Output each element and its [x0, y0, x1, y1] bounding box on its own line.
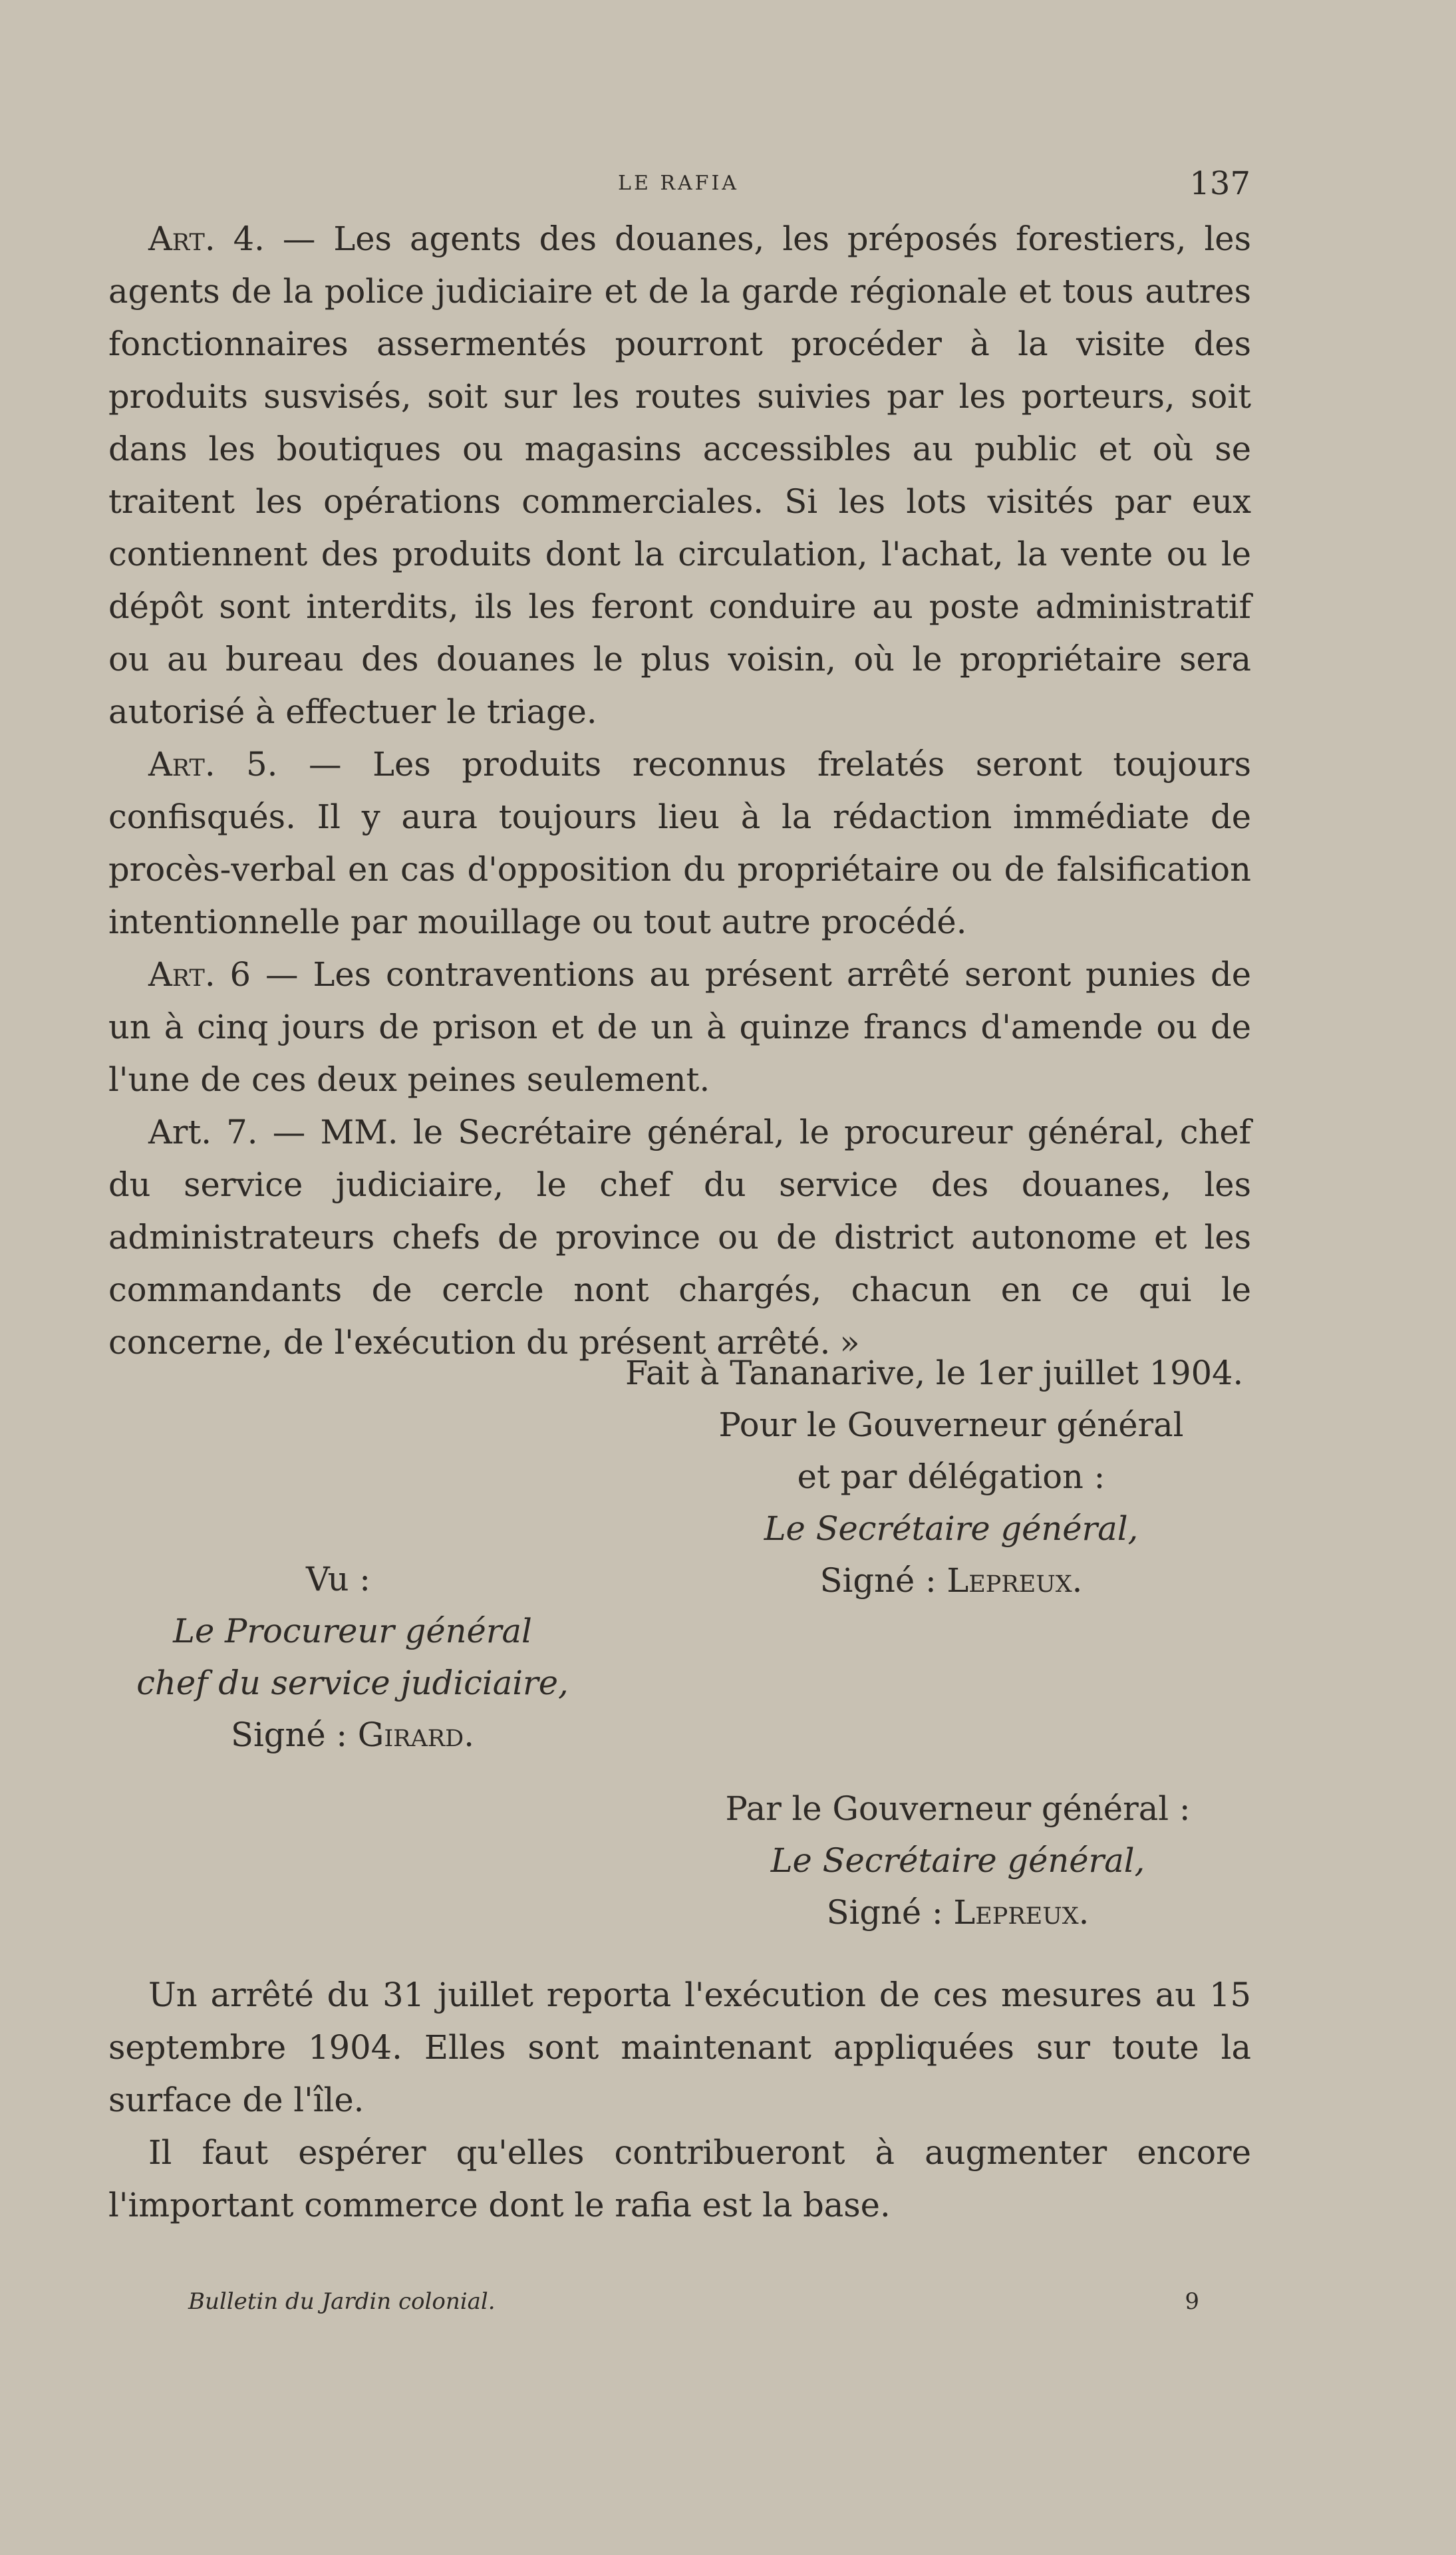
article-7 [108, 1106, 1251, 1369]
delegation-line: et par délégation : [797, 1457, 1105, 1496]
closing-text [108, 1969, 1251, 2232]
body-text [108, 213, 1251, 1369]
article-text: — Les produits reconnus frelatés seront toujours confisqués. Il y aura toujours lieu à la rédaction immédiate de procès-verbal en cas d'opposition du propriétaire ou de falsification intentionnelle par mouillage ou tout autre procédé. [108, 745, 1252, 941]
closing-paragraph: Un arrêté du 31 juillet reporta l'exécution de ces mesures au 15 septembre 1904. Elles sont maintenant appliquées sur toute la surface de l'île. [108, 1976, 1251, 2119]
closing-quote: » [839, 1323, 860, 1362]
signature-block-par [678, 1783, 1237, 1938]
article-text: — Les contraventions au présent arrêté seront punies de un à cinq jours de prison et de un à quinze francs d'amende ou de l'une de ces deux peines seulement. [108, 955, 1251, 1099]
article-6 [108, 949, 1251, 1106]
signature-block-fait [625, 1347, 1277, 1606]
signatory-subtitle: chef du service judiciaire, [136, 1664, 569, 1702]
article-text: — MM. le Secrétaire général, le procureur général, chef du service judiciaire, le chef du service des douanes, les administrateurs chefs de province ou de district autonome et les commandants de cercle nont chargés, chacun en ce qui le concerne, de l'exécution du présent arrêté. [108, 1113, 1251, 1362]
signature-block-vu [106, 1553, 599, 1761]
signatory-line: Pour le Gouverneur général [718, 1406, 1184, 1444]
signatory-name: Lepreux. [953, 1893, 1090, 1932]
running-title: LE RAFIA [618, 172, 739, 195]
article-label: Art. 5. [148, 745, 278, 784]
article-5 [108, 738, 1251, 949]
article-label: Art. 6 [148, 955, 251, 994]
signatory-line: Par le Gouverneur général : [725, 1789, 1191, 1828]
page-footer [188, 2288, 1199, 2328]
signatory-name: Girard. [357, 1716, 474, 1754]
dateline: Fait à Tananarive, le 1er juillet 1904. [625, 1354, 1244, 1392]
signatory-name: Lepreux. [946, 1561, 1083, 1600]
closing-paragraph: Il faut espérer qu'elles contribueront à augmenter encore l'important commerce dont le rafia est la base. [108, 2133, 1251, 2224]
signature-mark: 9 [1185, 2288, 1199, 2315]
signatory-title: Le Secrétaire général, [770, 1841, 1145, 1880]
signed-line [106, 1709, 599, 1761]
page-number: 137 [1189, 165, 1250, 202]
vu-label: Vu : [306, 1560, 370, 1598]
signatory-title: Le Secrétaire général, [764, 1509, 1139, 1548]
article-4 [108, 213, 1251, 738]
page-header [106, 165, 1250, 212]
footer-title: Bulletin du Jardin colonial. [188, 2288, 496, 2315]
signed-line [625, 1555, 1277, 1606]
article-text: — Les agents des douanes, les préposés forestiers, les agents de la police judiciaire et de la garde régionale et tous autres fonctionnaires assermentés pourront procéder à la visite des produits susvisés, soit sur les routes suivies par les porteurs, soit dans les boutiques ou magasins accessibles au public et où se traitent les opérations commerciales. Si les lots visités par eux contiennent des produits dont la circulation, l'achat, la vente ou le dépôt sont interdits, ils les feront conduire au poste administratif ou au bureau des douanes le plus voisin, où le propriétaire sera autorisé à effectuer le triage. [108, 220, 1251, 731]
signed-label: Signé : [819, 1561, 947, 1600]
article-label: Art. 4. [148, 220, 265, 258]
signed-label: Signé : [826, 1893, 954, 1932]
article-label: Art. 7. [148, 1113, 258, 1151]
signatory-title: Le Procureur général [173, 1612, 532, 1650]
signed-line [678, 1886, 1237, 1938]
signed-label: Signé : [231, 1716, 358, 1754]
